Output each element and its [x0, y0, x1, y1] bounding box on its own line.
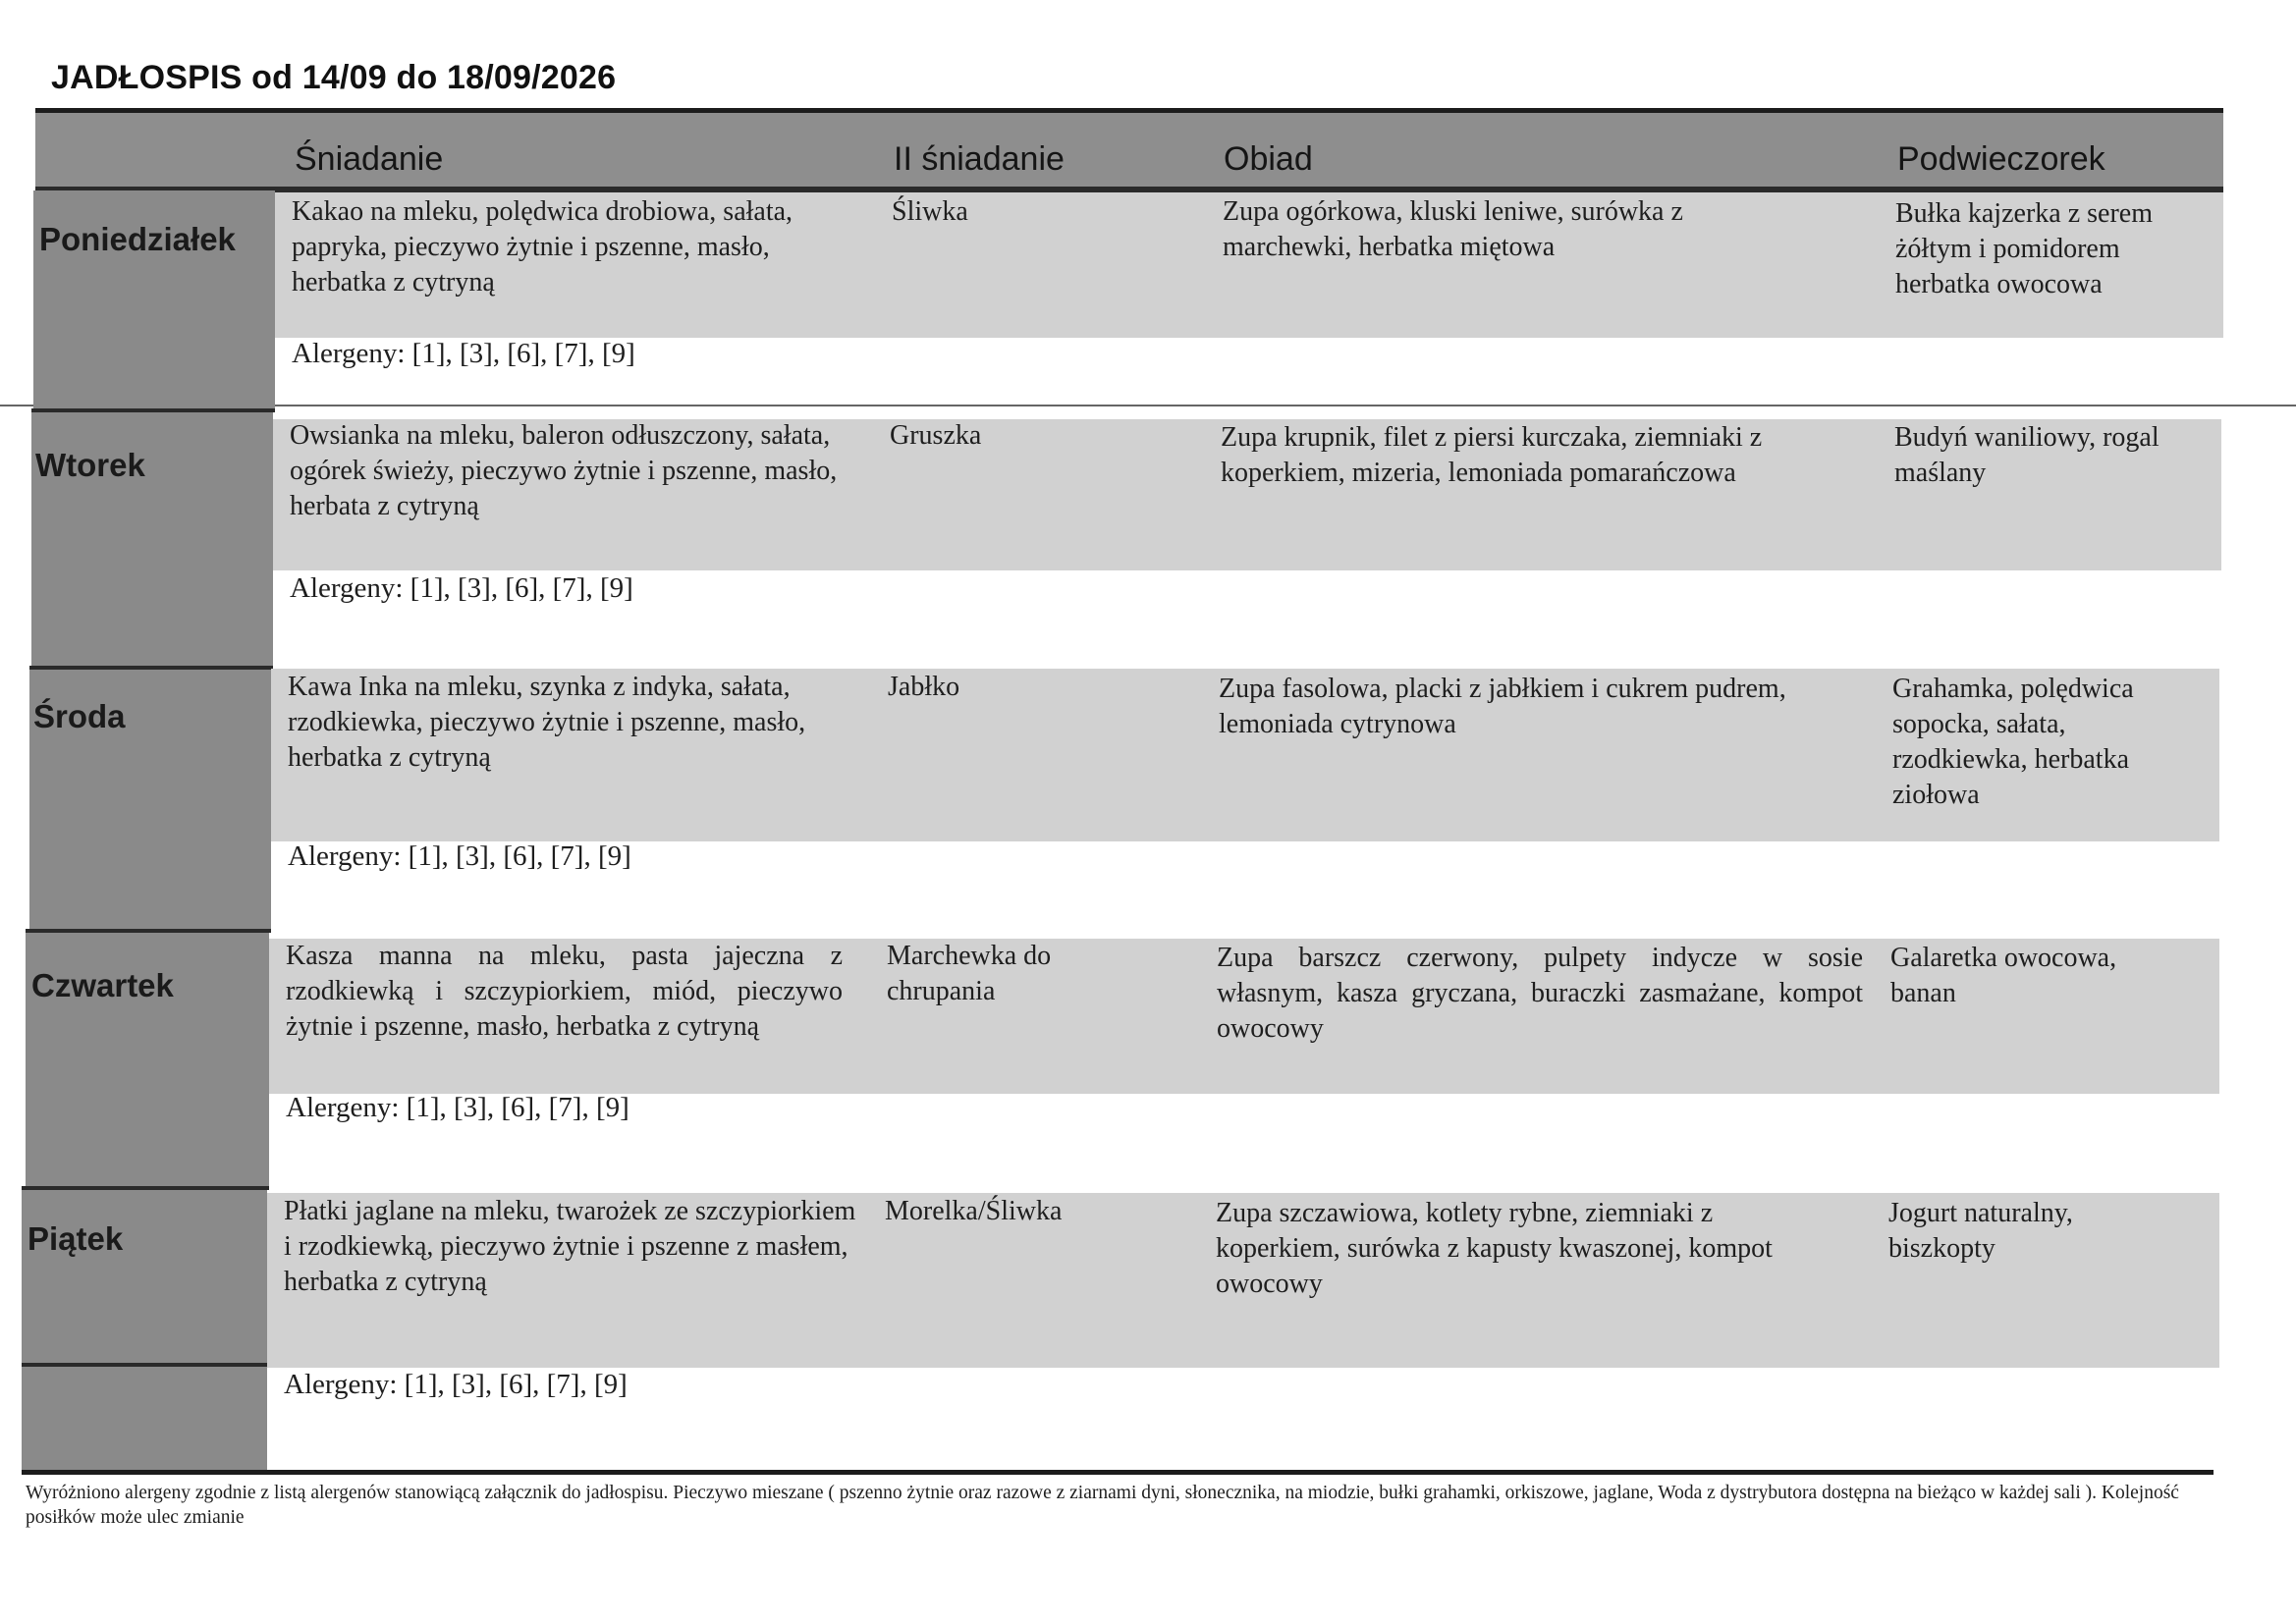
thursday-breakfast: Kasza manna na mleku, pasta jajeczna z rzodkiewką i szczypiorkiem, miód, pieczywo żytnie i pszenne, masło, herbatka z cytryną	[286, 941, 843, 1042]
tuesday-breakfast: Owsianka na mleku, baleron odłuszczony, sałata, ogórek świeży, pieczywo żytnie i pszenne, masło, herbata z cytryną	[290, 420, 838, 521]
tuesday-snack: Budyń waniliowy, rogal maślany	[1894, 422, 2159, 488]
day-separator	[31, 408, 275, 412]
friday-allergens: Alergeny: [1], [3], [6], [7], [9]	[284, 1369, 628, 1400]
footnote: Wyróżniono alergeny zgodnie z listą alergenów stanowiącą załącznik do jadłospisu. Pieczywo mieszane ( pszenno żytnie oraz razowe z ziarnami dyni, słonecznika, na miodzie, bułki grahamki, orkiszowe, jaglane, Woda z dystrybutora dostępna na bieżąco w każdej sali ). Kolejność posiłków może ulec zmianie	[26, 1483, 2179, 1528]
day-label-thursday: Czwartek	[31, 967, 174, 1003]
monday-snack: Bułka kajzerka z serem żółtym i pomidorem herbatka owocowa	[1895, 198, 2153, 299]
thursday-second-breakfast: Marchewka do chrupania	[887, 941, 1052, 1006]
header-breakfast: Śniadanie	[295, 140, 444, 178]
tuesday-allergens: Alergeny: [1], [3], [6], [7], [9]	[290, 572, 633, 604]
table-header	[35, 113, 2223, 189]
table-bottom-border	[22, 1470, 2214, 1475]
thursday-lunch: Zupa barszcz czerwony, pulpety indycze w sosie własnym, kasza gryczana, buraczki zasmażane, kompot owocowy	[1217, 943, 1863, 1044]
page-title: JADŁOSPIS od 14/09 do 18/09/2026	[51, 59, 617, 96]
wednesday-breakfast: Kawa Inka na mleku, szynka z indyka, sałata, rzodkiewka, pieczywo żytnie i pszenne, masło, herbatka z cytryną	[288, 672, 806, 773]
monday-allergens: Alergeny: [1], [3], [6], [7], [9]	[292, 338, 635, 369]
friday-lunch: Zupa szczawiowa, kotlety rybne, ziemniaki z koperkiem, surówka z kapusty kwaszonej, kompot owocowy	[1216, 1198, 1773, 1299]
day-separator	[22, 1186, 269, 1190]
day-label-wednesday: Środa	[33, 698, 126, 734]
wednesday-lunch: Zupa fasolowa, placki z jabłkiem i cukrem pudrem, lemoniada cytrynowa	[1219, 674, 1786, 739]
day-label-tuesday: Wtorek	[35, 447, 145, 483]
wednesday-second-breakfast: Jabłko	[888, 672, 960, 702]
thursday-snack: Galaretka owocowa, banan	[1890, 943, 2117, 1008]
tuesday-second-breakfast: Gruszka	[890, 420, 982, 451]
wednesday-allergens: Alergeny: [1], [3], [6], [7], [9]	[288, 840, 631, 872]
header-snack: Podwieczorek	[1897, 140, 2105, 178]
scan-line	[0, 405, 2296, 406]
day-separator	[22, 1363, 269, 1367]
thursday-allergens: Alergeny: [1], [3], [6], [7], [9]	[286, 1092, 629, 1123]
monday-lunch: Zupa ogórkowa, kluski leniwe, surówka z marchewki, herbatka miętowa	[1223, 196, 1683, 262]
monday-second-breakfast: Śliwka	[892, 196, 968, 227]
day-label-friday: Piątek	[27, 1220, 124, 1257]
friday-breakfast: Płatki jaglane na mleku, twarożek ze szczypiorkiem i rzodkiewką, pieczywo żytnie i pszenne z masłem, herbatka z cytryną	[284, 1196, 856, 1297]
friday-second-breakfast: Morelka/Śliwka	[885, 1196, 1063, 1226]
tuesday-lunch: Zupa krupnik, filet z piersi kurczaka, ziemniaki z koperkiem, mizeria, lemoniada pomarańczowa	[1221, 422, 1763, 488]
day-label-monday: Poniedziałek	[39, 221, 236, 257]
wednesday-snack: Grahamka, polędwica sopocka, sałata, rzodkiewka, herbatka ziołowa	[1892, 674, 2134, 810]
header-lunch: Obiad	[1224, 140, 1313, 178]
monday-breakfast: Kakao na mleku, polędwica drobiowa, sałata, papryka, pieczywo żytnie i pszenne, masło, herbatka z cytryną	[292, 196, 793, 298]
friday-snack: Jogurt naturalny, biszkopty	[1888, 1198, 2073, 1264]
header-second-breakfast: II śniadanie	[894, 140, 1065, 178]
day-separator	[26, 929, 271, 933]
day-separator	[29, 666, 273, 670]
